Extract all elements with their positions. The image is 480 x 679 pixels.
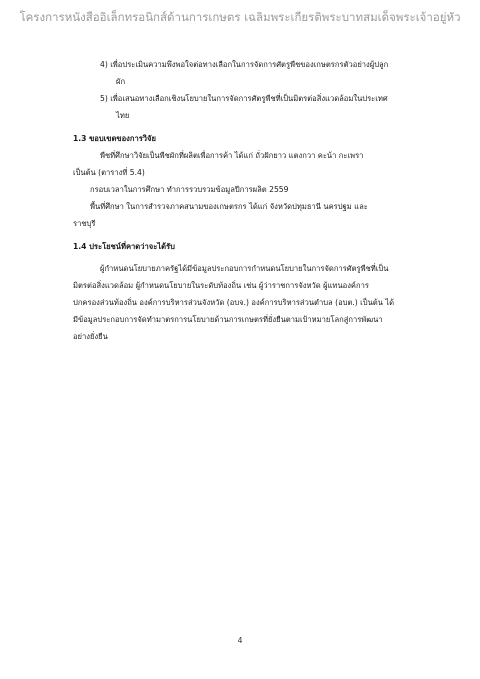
benefits-line: ปกครองส่วนท้องถิ่น องค์การบริหารส่วนจังหวัด (อบจ.) องค์การบริหารส่วนตำบล (อบต.) เป็นต้น ได้ bbox=[73, 298, 395, 307]
scope-line: พื้นที่ศึกษา ในการสำรวจภาคสนามของเกษตรกร ได้แก่ จังหวัดปทุมธานี นครปฐม และ bbox=[90, 202, 368, 211]
benefits-line: อย่างยั่งยืน bbox=[73, 332, 108, 341]
section-heading-scope: 1.3 ขอบเขตของการวิจัย bbox=[73, 134, 156, 143]
objective-5-line-1: 5) เพื่อเสนอทางเลือกเชิงนโยบายในการจัดการศัตรูพืชที่เป็นมิตรต่อสิ่งแวดล้อมในประเทศ bbox=[100, 94, 388, 103]
page-number: 4 bbox=[237, 636, 243, 645]
objective-4-line-2: ผัก bbox=[116, 77, 126, 86]
page-body bbox=[73, 56, 413, 345]
scope-line: พืชที่ศึกษาวิจัยเป็นพืชผักที่ผลิตเพื่อการค้า ได้แก่ ถั่วฝักยาว แตงกวา คะน้า กะเพรา bbox=[100, 151, 364, 160]
objective-5-line-2: ไทย bbox=[116, 111, 130, 120]
scope-line: กรอบเวลาในการศึกษา ทำการรวบรวมข้อมูลปีการผลิต 2559 bbox=[90, 185, 289, 194]
scope-line: ราชบุรี bbox=[73, 219, 96, 228]
objective-4-line-1: 4) เพื่อประเมินความพึงพอใจต่อทางเลือกในการจัดการศัตรูพืชของเกษตรกรตัวอย่างผู้ปลูก bbox=[100, 60, 389, 69]
benefits-line: มีข้อมูลประกอบการจัดทำมาตรการนโยบายด้านการเกษตรที่ยั่งยืนตามเป้าหมายโลกสู่การพัฒนา bbox=[73, 315, 383, 324]
benefits-line: มิตรต่อสิ่งแวดล้อม ผู้กำหนดนโยบายในระดับท้องถิ่น เช่น ผู้ว่าราชการจังหวัด ผู้แทนองค์การ bbox=[73, 281, 369, 290]
running-header: โครงการหนังสืออิเล็กทรอนิกส์ด้านการเกษตร เฉลิมพระเกียรติพระบาทสมเด็จพระเจ้าอยู่หัว bbox=[19, 10, 461, 24]
benefits-line: ผู้กำหนดนโยบายภาครัฐได้มีข้อมูลประกอบการกำหนดนโยบายในการจัดการศัตรูพืชที่เป็น bbox=[100, 264, 389, 273]
section-heading-benefits: 1.4 ประโยชน์ที่คาดว่าจะได้รับ bbox=[73, 242, 175, 251]
scope-line: เป็นต้น (ตารางที่ 5.4) bbox=[73, 168, 145, 177]
